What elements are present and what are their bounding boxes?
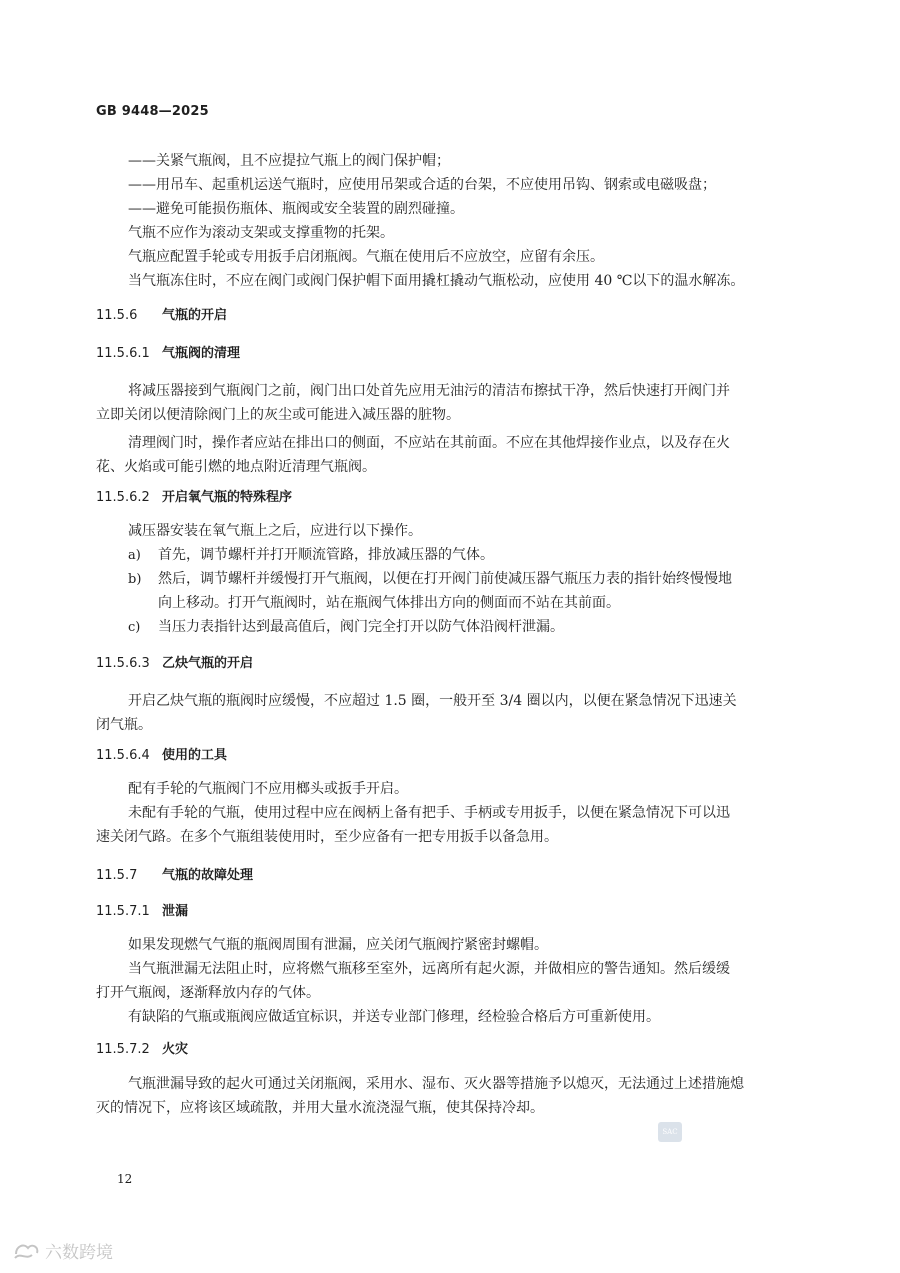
section-title: 使用的工具 (162, 748, 228, 763)
section-heading (96, 744, 227, 763)
section-title: 开启氧气瓶的特殊程序 (162, 490, 293, 505)
body-text-line: 气瓶泄漏导致的起火可通过关闭瓶阀，采用水、湿布、灭火器等措施予以熄灭，无法通过上述措施熄 (128, 1076, 744, 1092)
body-text-line: 将减压器接到气瓶阀门之前，阀门出口处首先应用无油污的清洁布擦拭干净，然后快速打开阀门并 (128, 383, 730, 399)
list-item (128, 592, 620, 612)
section-heading (96, 652, 253, 671)
body-text-line: 开启乙炔气瓶的瓶阀时应缓慢，不应超过 1.5 圈，一般开至 3/4 圈以内，以便在紧急情况下迅速关 (128, 693, 737, 709)
section-title: 泄漏 (162, 904, 189, 919)
list-item-text: 然后，调节螺杆并缓慢打开气瓶阀，以便在打开阀门前使减压器气瓶压力表的指针始终慢慢地 (158, 571, 732, 587)
body-text-line: 有缺陷的气瓶或瓶阀应做适宜标识，并送专业部门修理，经检验合格后方可重新使用。 (128, 1009, 660, 1025)
section-heading (96, 486, 292, 505)
section-heading (96, 900, 188, 919)
section-title: 气瓶阀的清理 (162, 346, 241, 361)
body-text-line: 气瓶应配置手轮或专用扳手启闭瓶阀。气瓶在使用后不应放空，应留有余压。 (128, 249, 604, 265)
body-text-line: 减压器安装在氧气瓶上之后，应进行以下操作。 (128, 523, 422, 539)
watermark-text: 六数跨境 (45, 1243, 113, 1263)
standard-code: GB 9448—2025 (96, 104, 209, 119)
body-text-line: 立即关闭以便清除阀门上的灰尘或可能进入减压器的脏物。 (96, 407, 460, 423)
section-title: 乙炔气瓶的开启 (162, 656, 254, 671)
section-title: 气瓶的开启 (162, 308, 228, 323)
body-text-line: 气瓶不应作为滚动支架或支撑重物的托架。 (128, 225, 394, 241)
watermark (12, 1238, 113, 1263)
list-item-text: 首先，调节螺杆并打开顺流管路，排放减压器的气体。 (158, 547, 494, 563)
body-text-line: 未配有手轮的气瓶，使用过程中应在阀柄上备有把手、手柄或专用扳手，以便在紧急情况下可以迅 (128, 805, 730, 821)
list-item (128, 568, 732, 588)
section-number: 11.5.6.1 (96, 346, 150, 361)
section-number: 11.5.7 (96, 868, 138, 883)
list-item-label: c) (128, 620, 141, 635)
section-heading (96, 304, 227, 323)
body-text-line: 打开气瓶阀，逐渐释放内存的气体。 (96, 985, 320, 1001)
section-number: 11.5.6.2 (96, 490, 150, 505)
body-text-line: 灭的情况下，应将该区域疏散，并用大量水流浇湿气瓶，使其保持冷却。 (96, 1100, 544, 1116)
section-title: 火灾 (162, 1042, 189, 1057)
section-number: 11.5.7.2 (96, 1042, 150, 1057)
body-text-line: ——避免可能损伤瓶体、瓶阀或安全装置的剧烈碰撞。 (128, 201, 464, 217)
section-number: 11.5.7.1 (96, 904, 150, 919)
section-heading (96, 1038, 188, 1057)
list-item-label: a) (128, 548, 141, 563)
body-text-line: 闭气瓶。 (96, 717, 152, 733)
list-item (128, 544, 494, 564)
section-number: 11.5.6.3 (96, 656, 150, 671)
body-text-line: 当气瓶泄漏无法阻止时，应将燃气瓶移至室外，远离所有起火源，并做相应的警告通知。然后缓缓 (128, 961, 730, 977)
body-text-line: 当气瓶冻住时，不应在阀门或阀门保护帽下面用撬杠撬动气瓶松动，应使用 40 ℃以下的温水解冻。 (128, 273, 745, 289)
list-item (128, 616, 564, 636)
list-item-text: 向上移动。打开气瓶阀时，站在瓶阀气体排出方向的侧面而不站在其前面。 (158, 595, 620, 611)
body-text-line: 如果发现燃气气瓶的瓶阀周围有泄漏，应关闭气瓶阀拧紧密封螺帽。 (128, 937, 548, 953)
section-heading (96, 864, 253, 883)
body-text-line: 配有手轮的气瓶阀门不应用榔头或扳手开启。 (128, 781, 408, 797)
body-text-line: ——关紧气瓶阀，且不应提拉气瓶上的阀门保护帽； (128, 153, 450, 169)
section-heading (96, 342, 240, 361)
section-number: 11.5.6.4 (96, 748, 150, 763)
page-number: 12 (117, 1172, 133, 1186)
body-text-line: 花、火焰或可能引燃的地点附近清理气瓶阀。 (96, 459, 376, 475)
stamp-mark: SAC (658, 1122, 682, 1142)
body-text-line: 速关闭气路。在多个气瓶组装使用时，至少应备有一把专用扳手以备急用。 (96, 829, 558, 845)
body-text-line: ——用吊车、起重机运送气瓶时，应使用吊架或合适的台架，不应使用吊钩、钢索或电磁吸盘； (128, 177, 716, 193)
section-title: 气瓶的故障处理 (162, 868, 254, 883)
section-number: 11.5.6 (96, 308, 138, 323)
body-text-line: 清理阀门时，操作者应站在排出口的侧面，不应站在其前面。不应在其他焊接作业点，以及存在火 (128, 435, 730, 451)
list-item-label: b) (128, 572, 142, 587)
list-item-text: 当压力表指针达到最高值后，阀门完全打开以防气体沿阀杆泄漏。 (158, 619, 564, 635)
wave-logo-icon (12, 1240, 42, 1262)
